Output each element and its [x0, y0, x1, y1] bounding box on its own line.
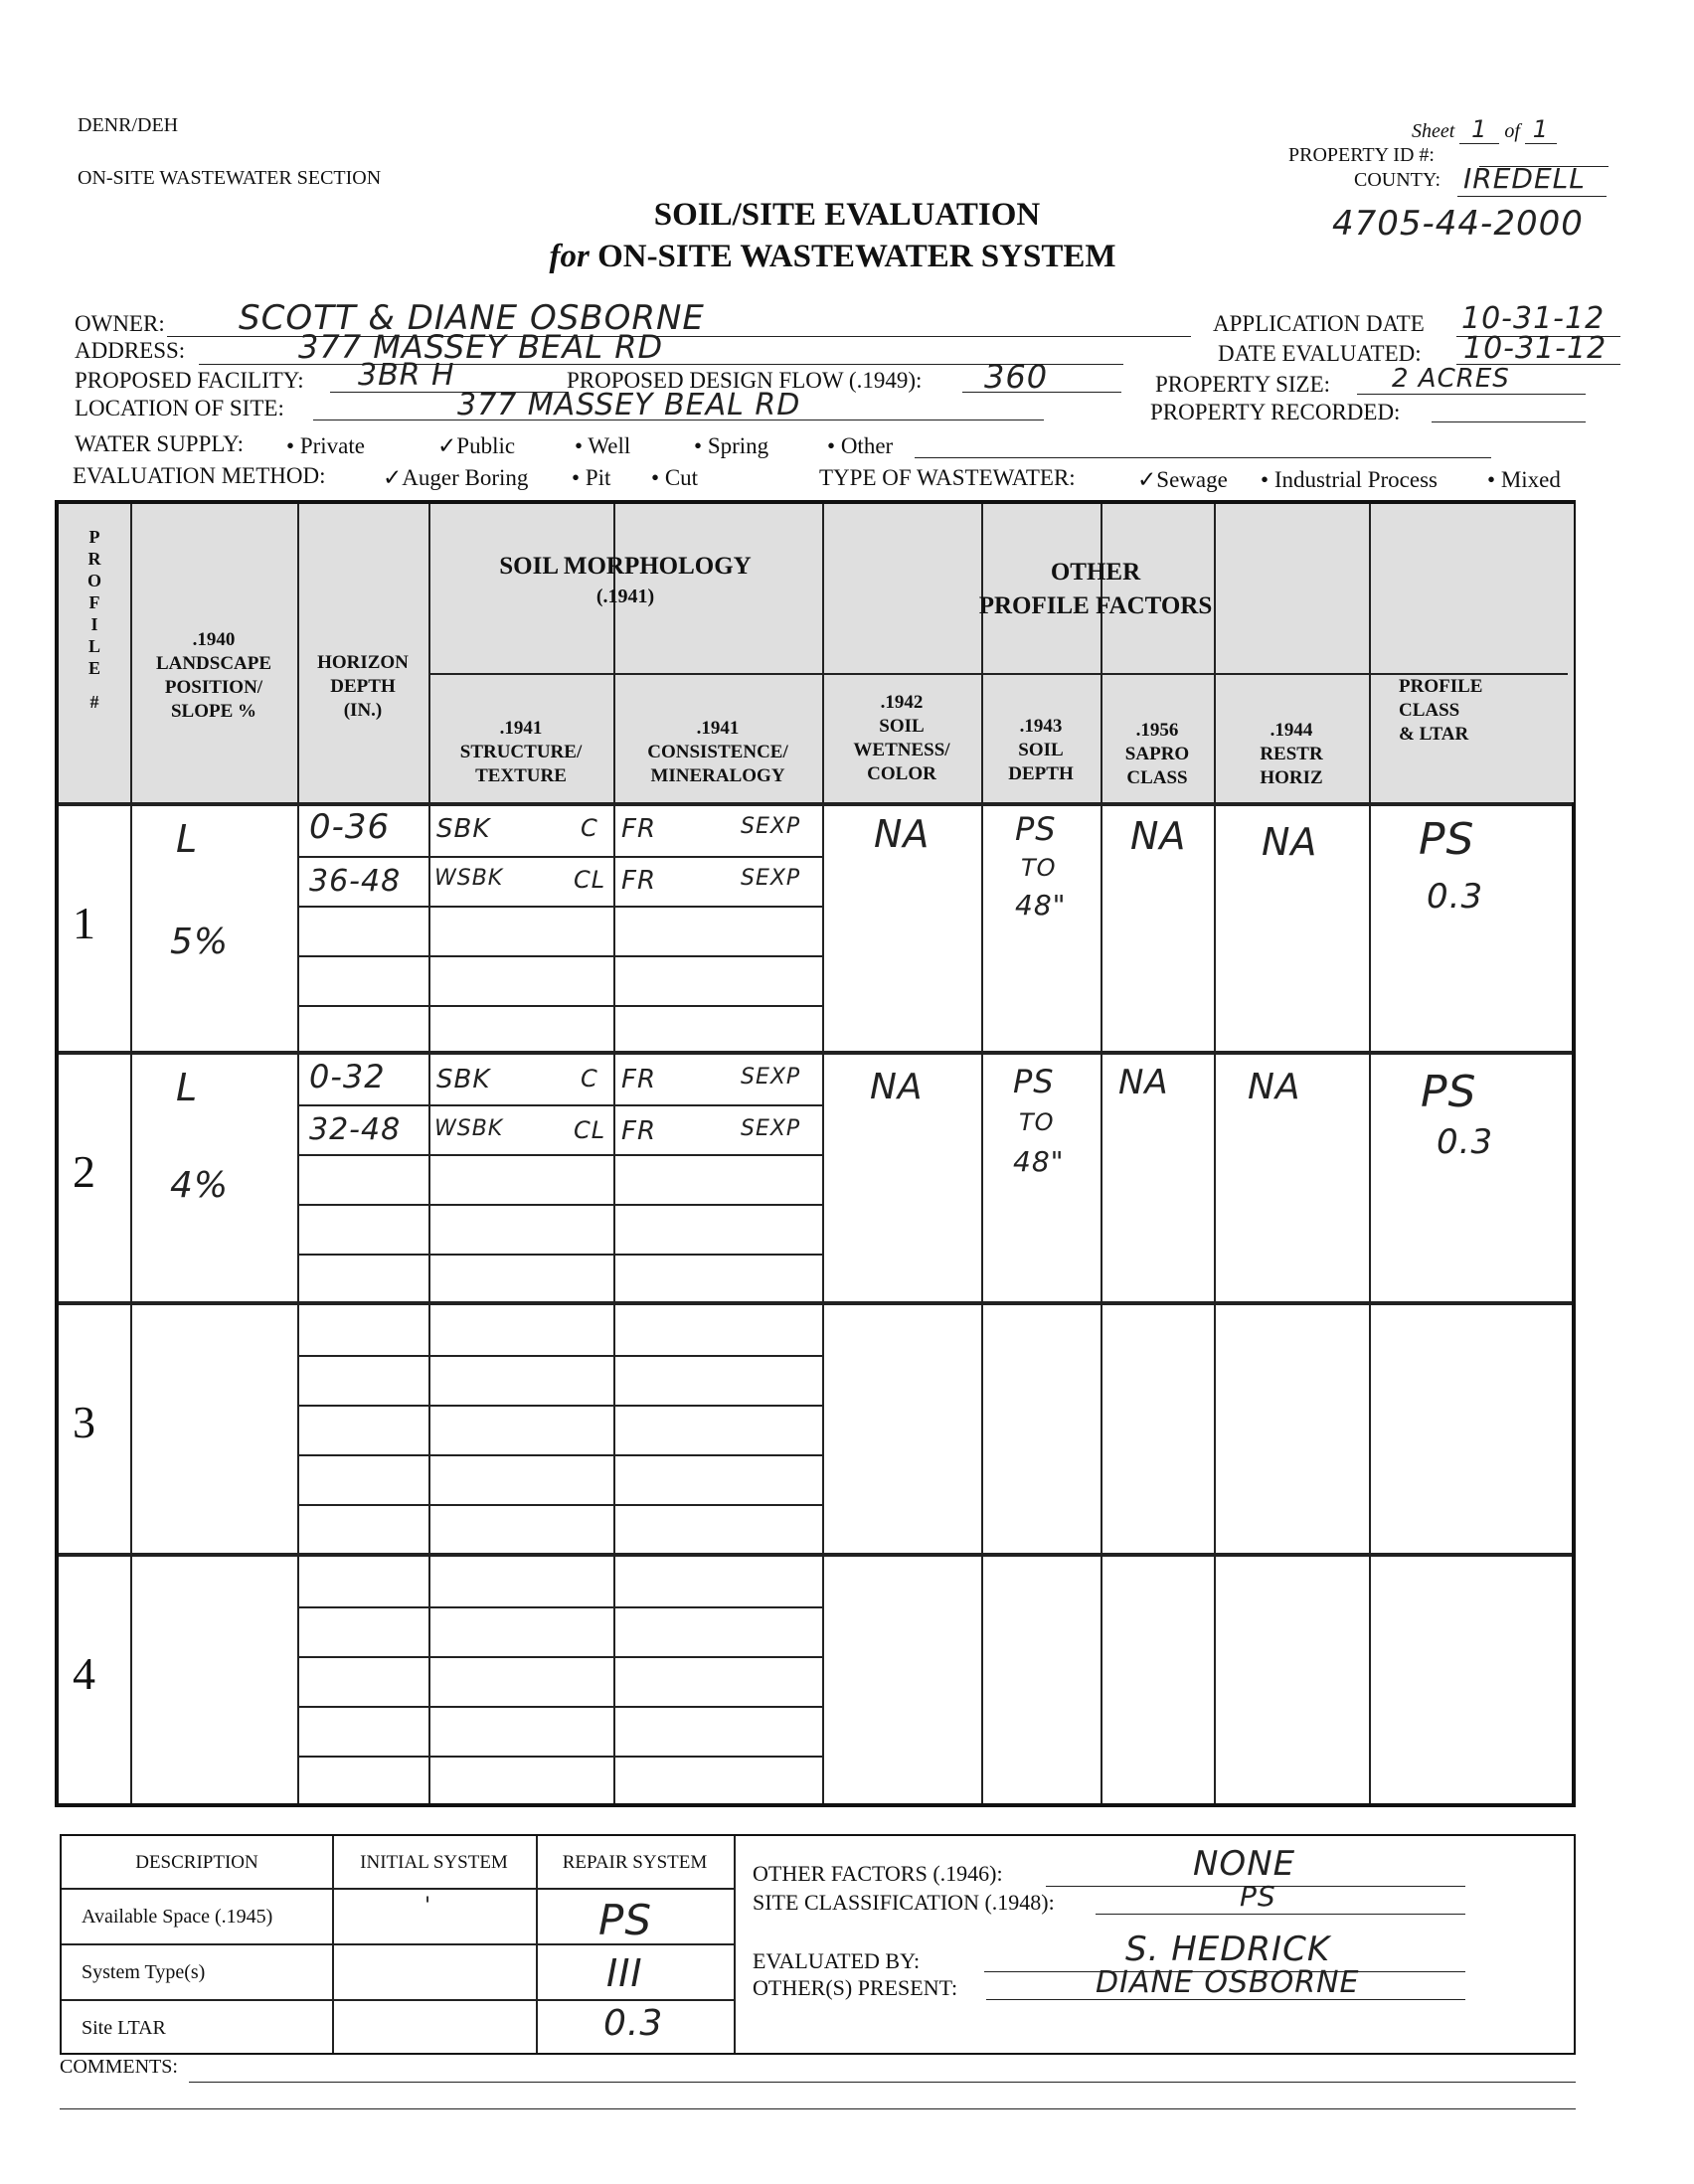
section-label: ON-SITE WASTEWATER SECTION: [78, 167, 382, 189]
app-date-label: APPLICATION DATE: [1213, 311, 1425, 336]
initial-space-value: ': [424, 1894, 432, 1919]
soil-depth-value: 48": [1013, 1145, 1065, 1178]
water-supply-spring[interactable]: • Spring: [694, 433, 769, 458]
comments-line[interactable]: [189, 2082, 1576, 2083]
property-size-value: 2 ACRES: [1392, 364, 1510, 394]
location-label: LOCATION OF SITE:: [75, 396, 284, 420]
sheet-number: 1: [1459, 115, 1499, 144]
available-space-label: Available Space (.1945): [82, 1906, 273, 1928]
structure-value: SBK: [436, 814, 491, 844]
profile-class-value: PS: [1421, 1067, 1477, 1117]
evaluated-by-label: EVALUATED BY:: [753, 1948, 921, 1973]
app-date-value: 10-31-12: [1461, 301, 1606, 336]
owner-label: OWNER:: [75, 311, 165, 336]
consistence-value: FR: [621, 1065, 657, 1094]
structure-texture-header: .1941 STRUCTURE/ TEXTURE: [459, 718, 583, 786]
property-recorded-label: PROPERTY RECORDED:: [1150, 400, 1401, 424]
soil-morphology-header: SOIL MORPHOLOGY (.1941): [499, 553, 752, 607]
repair-type-value: III: [606, 1951, 643, 1995]
address-value: 377 MASSEY BEAL RD: [298, 328, 664, 366]
structure-value: SBK: [436, 1065, 491, 1094]
title-line2: ON-SITE WASTEWATER SYSTEM: [597, 239, 1116, 274]
eval-method-pit[interactable]: • Pit: [572, 465, 611, 490]
restr-value: NA: [1248, 1067, 1301, 1107]
wetness-color-header: .1942 SOIL WETNESS/ COLOR: [853, 692, 950, 784]
other-factors-label: OTHER FACTORS (.1946):: [753, 1861, 1003, 1886]
consistence-value: FR: [621, 866, 657, 896]
landscape-position: L: [176, 1066, 199, 1109]
landscape-position: L: [176, 817, 199, 861]
water-supply-label: WATER SUPPLY:: [75, 431, 245, 456]
consistence-value: FR: [621, 1116, 657, 1146]
horizon-depth: 0-36: [309, 807, 391, 847]
ltar-value: 0.3: [1427, 877, 1484, 917]
sapro-value: NA: [1130, 814, 1187, 858]
others-present-value: DIANE OSBORNE: [1096, 1965, 1360, 2000]
eval-method-label: EVALUATION METHOD:: [73, 463, 326, 488]
texture-value: C: [581, 1065, 598, 1092]
profile-number: 4: [73, 1648, 95, 1699]
facility-label: PROPOSED FACILITY:: [75, 368, 304, 393]
soil-depth-value: TO: [1019, 1108, 1055, 1136]
mineralogy-value: SEXP: [741, 1065, 801, 1090]
profile-class-value: PS: [1419, 814, 1475, 865]
property-size-label: PROPERTY SIZE:: [1155, 372, 1331, 397]
wastewater-mixed[interactable]: • Mixed: [1487, 467, 1561, 492]
owner-value: SCOTT & DIANE OSBORNE: [239, 298, 705, 338]
mineralogy-value: SEXP: [741, 814, 801, 839]
soil-depth-header: .1943 SOIL DEPTH: [1008, 716, 1074, 784]
mineralogy-value: SEXP: [741, 866, 801, 891]
soil-depth-value: TO: [1021, 854, 1057, 882]
design-flow-value: 360: [984, 358, 1049, 396]
wastewater-sewage[interactable]: ✓Sewage: [1137, 467, 1228, 492]
sapro-class-header: .1956 SAPRO CLASS: [1124, 720, 1190, 788]
site-ltar-label: Site LTAR: [82, 2017, 166, 2039]
agency-label: DENR/DEH: [78, 114, 179, 136]
sapro-value: NA: [1118, 1063, 1169, 1102]
structure-value: WSBK: [434, 866, 504, 891]
restr-value: NA: [1262, 820, 1318, 864]
wastewater-type-label: TYPE OF WASTEWATER:: [819, 465, 1076, 490]
site-classification-label: SITE CLASSIFICATION (.1948):: [753, 1890, 1055, 1915]
description-column-header: DESCRIPTION: [135, 1852, 258, 1873]
form-subtitle: [0, 239, 1665, 275]
site-classification-value: PS: [1240, 1880, 1276, 1913]
water-supply-public[interactable]: ✓Public: [437, 433, 516, 458]
comments-label: COMMENTS:: [60, 2056, 178, 2078]
restr-horiz-header: .1944 RESTR HORIZ: [1260, 720, 1323, 788]
profile-number: 2: [73, 1146, 95, 1197]
texture-value: C: [581, 814, 598, 842]
facility-value: 3BR H: [358, 358, 455, 393]
profile-number: 3: [73, 1397, 95, 1447]
profile-class-header: PROFILE CLASS & LTAR: [1399, 676, 1483, 745]
system-summary-box: [60, 1834, 1576, 2055]
initial-system-column-header: INITIAL SYSTEM: [360, 1852, 508, 1873]
repair-space-value: PS: [598, 1896, 652, 1944]
county-value: IREDELL: [1463, 162, 1586, 195]
other-profile-factors-header: OTHER PROFILE FACTORS: [978, 559, 1213, 619]
eval-method-auger[interactable]: ✓Auger Boring: [383, 465, 529, 490]
date-evaluated-label: DATE EVALUATED:: [1218, 341, 1422, 366]
parcel-number: 4705-44-2000: [1332, 204, 1584, 244]
horizon-depth: 32-48: [309, 1112, 402, 1147]
date-evaluated-value: 10-31-12: [1463, 331, 1608, 366]
texture-value: CL: [574, 1116, 606, 1144]
county-label: COUNTY:: [1354, 169, 1441, 191]
soil-depth-value: PS: [1013, 1063, 1055, 1100]
other-factors-value: NONE: [1193, 1844, 1296, 1884]
profile-table: [55, 500, 1576, 1807]
soil-depth-value: PS: [1015, 810, 1057, 848]
address-label: ADDRESS:: [75, 338, 186, 363]
slope-value: 4%: [170, 1165, 230, 1206]
texture-value: CL: [574, 866, 606, 894]
wetness-value: NA: [870, 1067, 924, 1107]
slope-value: 5%: [170, 922, 230, 962]
property-id-label: PROPERTY ID #:: [1288, 144, 1435, 166]
title-line1: SOIL/SITE EVALUATION: [653, 197, 1041, 233]
design-flow-label: PROPOSED DESIGN FLOW (.1949):: [567, 368, 923, 393]
location-value: 377 MASSEY BEAL RD: [457, 388, 801, 422]
repair-ltar-value: 0.3: [603, 2003, 664, 2044]
profile-column-header: P R O F I L E #: [86, 527, 101, 712]
consistence-mineralogy-header: .1941 CONSISTENCE/ MINERALOGY: [647, 718, 788, 786]
title-for: for: [549, 239, 590, 274]
horizon-depth: 36-48: [309, 864, 402, 899]
horizon-depth: 0-32: [309, 1058, 386, 1095]
horizon-depth-header: HORIZON DEPTH (IN.): [317, 652, 409, 721]
ltar-value: 0.3: [1437, 1122, 1494, 1162]
landscape-header: .1940 LANDSCAPE POSITION/ SLOPE %: [155, 629, 272, 722]
repair-system-column-header: REPAIR SYSTEM: [562, 1852, 708, 1873]
mineralogy-value: SEXP: [741, 1116, 801, 1141]
wetness-value: NA: [874, 812, 931, 856]
water-supply-other[interactable]: • Other: [827, 433, 894, 458]
evaluated-by-value: S. HEDRICK: [1125, 1930, 1331, 1969]
others-present-label: OTHER(S) PRESENT:: [753, 1975, 958, 2000]
eval-method-cut[interactable]: • Cut: [651, 465, 699, 490]
water-supply-private[interactable]: • Private: [286, 433, 365, 458]
sheet-indicator: Sheet 1 of 1: [1412, 115, 1557, 144]
consistence-value: FR: [621, 814, 657, 844]
profile-number: 1: [73, 898, 95, 948]
soil-depth-value: 48": [1015, 889, 1067, 922]
water-supply-well[interactable]: • Well: [575, 433, 631, 458]
structure-value: WSBK: [434, 1116, 504, 1141]
wastewater-industrial[interactable]: • Industrial Process: [1261, 467, 1438, 492]
sheet-total: 1: [1525, 115, 1557, 144]
system-type-label: System Type(s): [82, 1961, 206, 1983]
comments-line[interactable]: [60, 2108, 1576, 2109]
